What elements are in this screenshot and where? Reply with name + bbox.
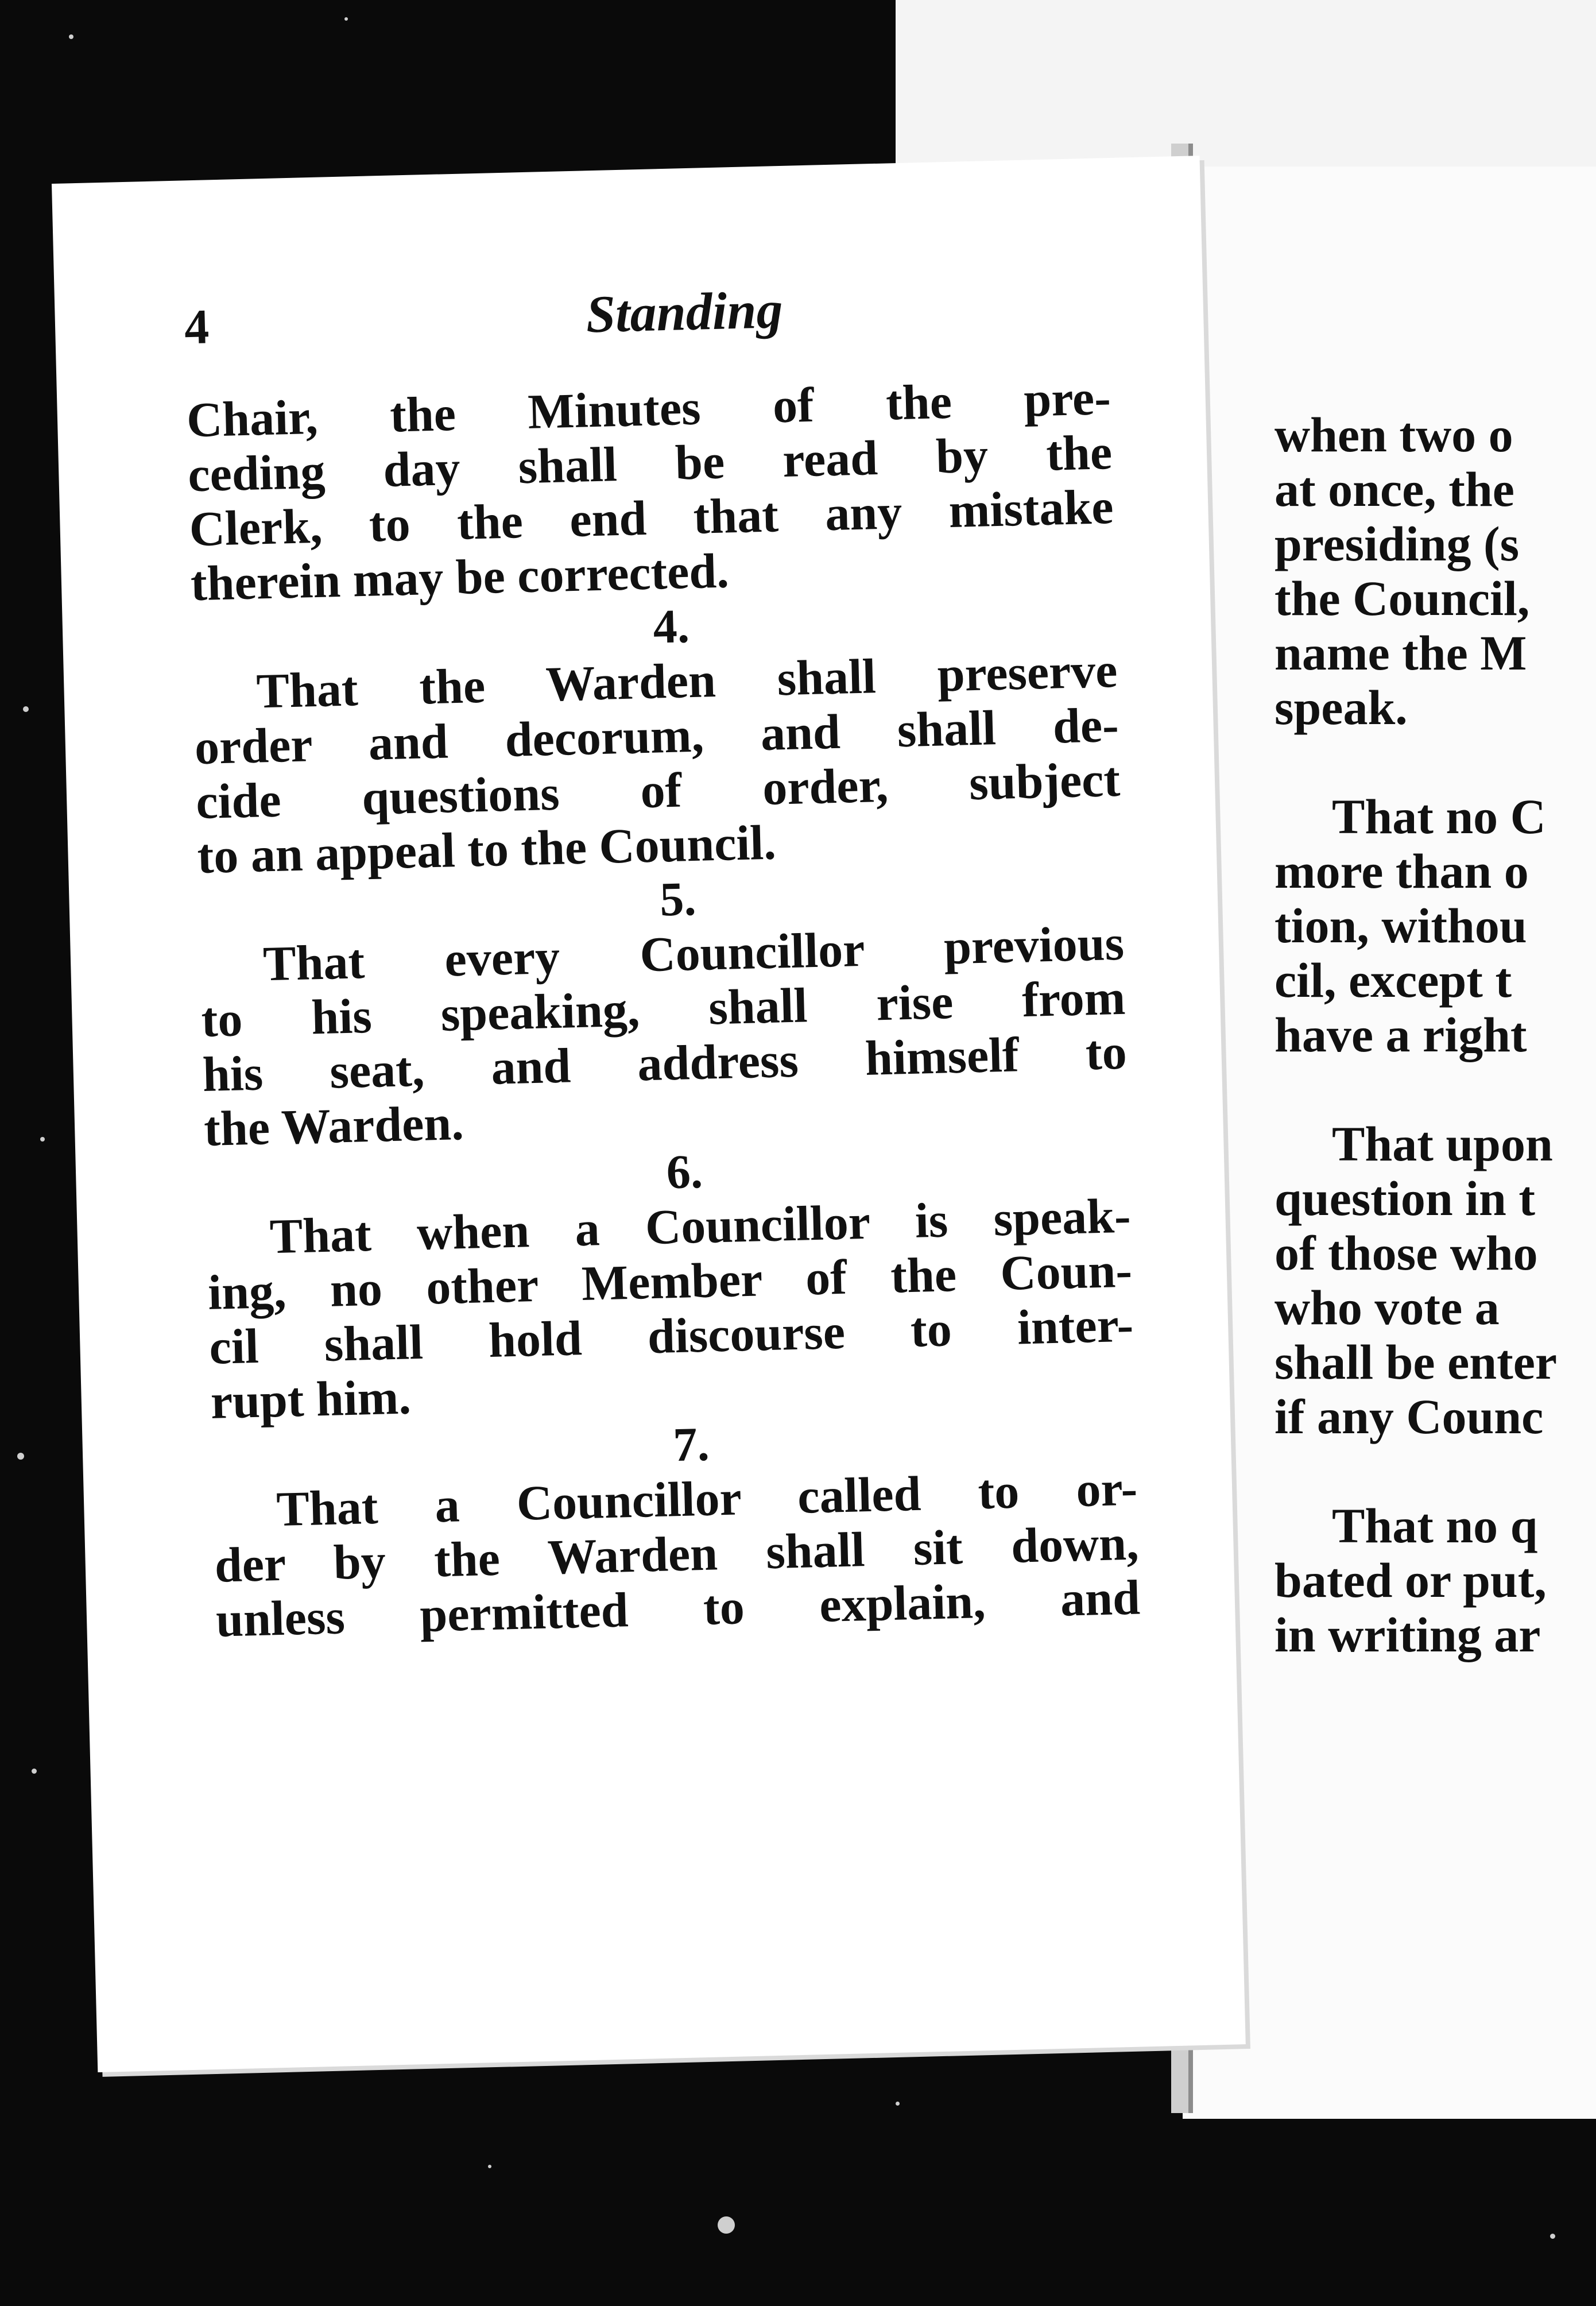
text-line: to his speaking, shall rise from: [200, 969, 1126, 1048]
text-line: have a right: [1275, 1007, 1527, 1062]
page-number: 4: [183, 299, 210, 355]
text-line: speak.: [1275, 680, 1408, 735]
text-line: presiding (s: [1275, 516, 1520, 571]
text-line: the Council,: [1275, 571, 1530, 626]
text-line: the Warden.: [203, 1094, 464, 1156]
text-line: rupt him.: [210, 1369, 412, 1429]
text-line: That upon: [1332, 1116, 1553, 1171]
text-line: bated or put,: [1275, 1553, 1547, 1608]
text-line: to an appeal to the Council.: [196, 814, 777, 884]
rule-number: 4.: [652, 599, 690, 654]
page-header: [184, 273, 1204, 367]
rule-number: 7.: [672, 1417, 710, 1472]
text-line: cide questions of order, subject: [195, 751, 1121, 830]
text-line: shall be enter: [1275, 1334, 1558, 1390]
text-line: cil, except t: [1275, 953, 1512, 1008]
text-line: name the M: [1275, 625, 1527, 680]
text-line: ceding day shall be read by the: [187, 424, 1113, 502]
paragraph-gap: [1275, 1444, 1596, 1499]
text-line: in writing ar: [1275, 1607, 1541, 1662]
rule-number: 5.: [659, 872, 697, 927]
binding-top-edge: [896, 0, 1596, 172]
text-line: That a Councillor called to or-: [276, 1460, 1138, 1537]
text-line: cil shall hold discourse to inter-: [208, 1297, 1134, 1375]
text-line: of those who: [1275, 1225, 1538, 1280]
text-line: That no q: [1332, 1498, 1538, 1553]
text-line: when two o: [1275, 408, 1513, 462]
text-line: Chair, the Minutes of the pre-: [185, 370, 1111, 448]
text-line: who vote a: [1275, 1280, 1500, 1335]
left-page-body: [186, 370, 1141, 1647]
text-line: if any Counc: [1275, 1389, 1544, 1444]
text-line: his seat, and address himself to: [202, 1024, 1128, 1102]
right-page-body: [1275, 408, 1596, 1662]
paragraph-gap: [1275, 735, 1596, 790]
text-line: Clerk, to the end that any mistake: [188, 479, 1114, 557]
text-line: der by the Warden shall sit down,: [214, 1515, 1140, 1593]
text-line: That no C: [1332, 789, 1546, 844]
text-line: That every Councillor previous: [262, 915, 1125, 992]
text-line: question in t: [1275, 1171, 1536, 1226]
rule-number: 6.: [665, 1144, 704, 1200]
text-line: tion, withou: [1275, 898, 1527, 953]
text-line: ing, no other Member of the Coun-: [207, 1242, 1133, 1320]
text-line: unless permitted to explain, and: [215, 1569, 1141, 1647]
left-page: [52, 156, 1246, 2072]
text-line: at once, the: [1275, 462, 1514, 517]
text-line: That when a Councillor is speak-: [269, 1187, 1132, 1264]
paragraph-gap: [1275, 1062, 1596, 1117]
text-line: That the Warden shall preserve: [255, 642, 1118, 719]
text-line: more than o: [1275, 844, 1529, 899]
text-line: order and decorum, and shall de-: [193, 697, 1119, 775]
running-title: Standing: [585, 280, 784, 344]
text-line: therein may be corrected.: [189, 543, 730, 612]
